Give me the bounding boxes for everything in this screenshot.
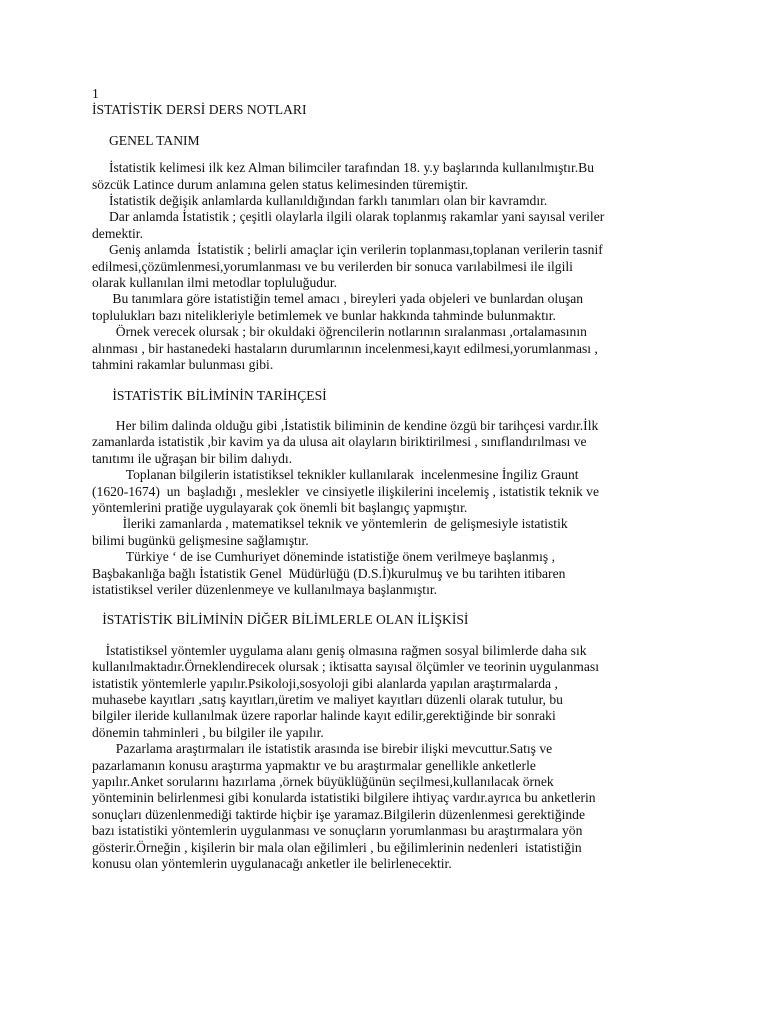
text-line: bazı istatistiki yöntemlerin uygulanması ve sonuçların yorumlanması bu araştırmalara yön: [92, 823, 583, 839]
text-line: demektir.: [92, 225, 143, 241]
text-line: Geniş anlamda İstatistik ; belirli amaçlar için verilerin toplanması,toplanan verilerin tasnif: [92, 242, 603, 258]
text-line: İstatistik kelimesi ilk kez Alman bilimciler tarafından 18. y.y başlarında kullanılmıştır.Bu: [92, 160, 594, 176]
page-number: 1: [92, 86, 99, 101]
text-line: yapılır.Anket sorularını hazırlama ,örnek büyüklüğünün seçilmesi,kullanılacak örnek: [92, 774, 554, 790]
text-line: Dar anlamda İstatistik ; çeşitli olaylarla ilgili olarak toplanmış rakamlar yani sayısal veriler: [92, 209, 605, 225]
text-line: Toplanan bilgilerin istatistiksel teknikler kullanılarak incelenmesine İngiliz Graunt: [92, 467, 579, 483]
text-line: Her bilim dalinda olduğu gibi ,İstatistik biliminin de kendine özgü bir tarihçesi vardır.İlk: [92, 417, 599, 433]
text-line: dönemin tahminleri , bu bilgiler ile yapılır.: [92, 724, 324, 740]
text-line: gösterir.Örneğin , kişilerin bir mala olan eğilimleri , bu eğilimlerinin nedenleri istatistiğin: [92, 839, 582, 855]
text-line: İstatistiksel yöntemler uygulama alanı geniş olmasına rağmen sosyal bilimlerde daha sık: [92, 642, 587, 658]
text-line: kullanılmaktadır.Örneklendirecek olursak ; iktisatta sayısal ölçümler ve teorinin uygulanması: [92, 659, 599, 675]
section-heading-tarihce: İSTATİSTİK BİLİMİNİN TARİHÇESİ: [92, 387, 327, 403]
section-iliskisi-text: [92, 643, 682, 873]
text-line: yöntemlerini pratiğe uygulayarak çok önemli bit başlangıç yapmıştır.: [92, 499, 468, 515]
section-tarihce-text: [92, 418, 682, 598]
spacer: [92, 374, 682, 388]
spacer: [92, 629, 682, 643]
section-genel-tanim-text: [92, 160, 682, 373]
text-line: zamanlarda istatistik ,bir kavim ya da ulusa ait olayların biriktirilmesi , sınıflandırılması ve: [92, 434, 587, 450]
section-heading-genel-tanim: GENEL TANIM: [92, 132, 200, 148]
text-line: konusu olan yöntemlerin uygulanacağı anketler ile belirlenecektir.: [92, 856, 452, 872]
text-line: edilmesi,çözümlenmesi,yorumlanması ve bu verilerden bir sonuca varılabilmesi ile ilgili: [92, 258, 573, 274]
text-line: sözcük Latince durum anlamına gelen status kelimesinden türemiştir.: [92, 176, 468, 192]
text-line: muhasebe kayıtları ,satış kayıtları,üretim ve maliyet kayıtları düzenli olarak tutulur, bu: [92, 692, 563, 707]
document-title: İSTATİSTİK DERSİ DERS NOTLARI: [92, 102, 307, 118]
text-line: olarak kullanılan ilmi metodlar topluluğudur.: [92, 275, 338, 291]
document-body: [92, 86, 682, 872]
text-line: tahmini rakamlar bulunması gibi.: [92, 357, 274, 373]
text-line: alınması , bir hastanedeki hastaların durumlarının incelenmesi,kayıt edilmesi,yorumlanması ,: [92, 340, 598, 356]
section-heading-iliskisi: İSTATİSTİK BİLİMİNİN DİĞER BİLİMLERLE OLAN İLİŞKİSİ: [92, 612, 469, 628]
spacer: [92, 404, 682, 418]
text-line: İleriki zamanlarda , matematiksel teknik ve yöntemlerin de gelişmesiyle istatistik: [92, 516, 568, 532]
text-line: Pazarlama araştırmaları ile istatistik arasında ise birebir ilişki mevcuttur.Satış ve: [92, 741, 553, 757]
text-line: yönteminin belirlenmesi gibi konularda istatistiki bilgilere ihtiyaç vardır.ayrıca bu anketlerin: [92, 790, 596, 806]
text-line: Bu tanımlara göre istatistiğin temel amacı , bireyleri yada objeleri ve bunlardan oluşan: [92, 291, 584, 307]
text-line: Türkiye ‘ de ise Cumhuriyet döneminde istatistiğe önem verilmeye başlanmış ,: [92, 549, 555, 565]
text-line: sonuçları düzenlenmediği taktirde hiçbir işe yaramaz.Bilgilerin düzenlenmesi gerektiğinde: [92, 806, 585, 822]
text-line: pazarlamanın konusu araştırma yapmaktır ve bu araştırmalar genellikle anketlerle: [92, 757, 536, 773]
text-line: bilimi bugünkü gelişmesine sağlamıştır.: [92, 532, 309, 548]
spacer: [92, 598, 682, 612]
text-line: tanıtımı ile uğraşan bir bilim dalıydı.: [92, 450, 293, 466]
text-line: Örnek verecek olursak ; bir okuldaki öğrencilerin notlarının sıralanması ,ortalamasının: [92, 324, 587, 340]
spacer: [92, 119, 682, 133]
text-line: Başbakanlığa bağlı İstatistik Genel Müdürlüğü (D.S.İ)kurulmuş ve bu tarihten itibaren: [92, 565, 566, 581]
text-line: istatistik yöntemlerle yapılır.Psikoloji,sosyoloji gibi alanlarda yapılan araştırmalarda ,: [92, 675, 558, 691]
text-line: istatistiksel veriler düzenlenmeye ve kullanılmaya başlanmıştır.: [92, 581, 438, 597]
spacer: [92, 149, 682, 160]
text-line: toplulukları bazı nitelikleriyle betimlemek ve bunlar hakkında tahminde bulunmaktır.: [92, 307, 556, 323]
text-line: İstatistik değişik anlamlarda kullanıldığından farklı tanımları olan bir kavramdır.: [92, 193, 548, 209]
text-line: bilgiler ileride kullanılmak üzere raporlar halinde kayıt edilir,gerektiğinde bir sonraki: [92, 708, 556, 724]
text-line: (1620-1674) un başladığı , meslekler ve cinsiyetle ilişkilerini incelemiş , istatistik teknik ve: [92, 483, 600, 499]
